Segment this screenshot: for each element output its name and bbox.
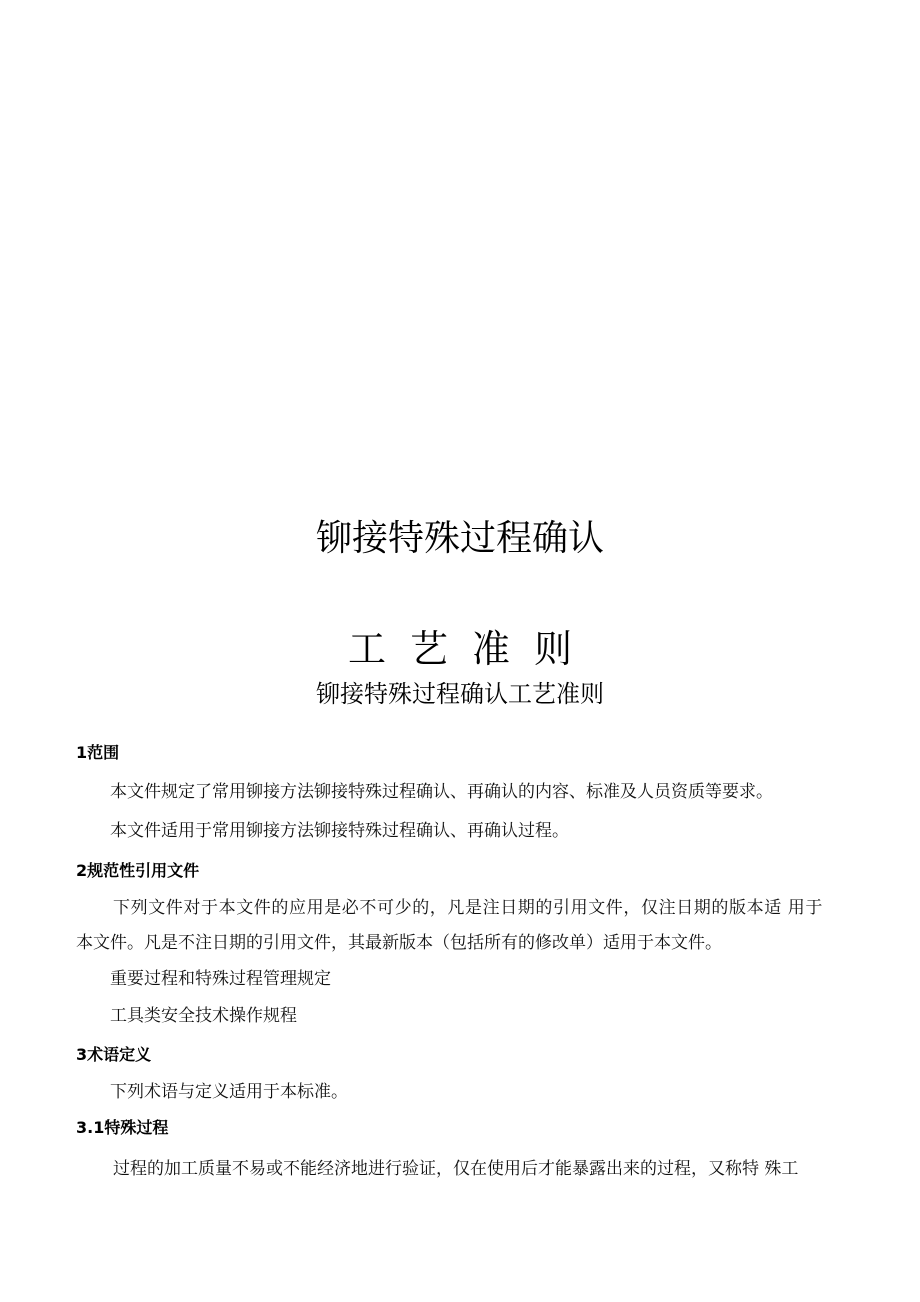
section-heading-special-process: 3.1特殊过程: [76, 1118, 169, 1137]
paragraph-terms-1: 下列术语与定义适用于本标准。: [110, 1082, 348, 1102]
reference-item-2: 工具类安全技术操作规程: [110, 1006, 297, 1026]
section-heading-normative-references: 2规范性引用文件: [76, 861, 200, 880]
paragraph-references-1: 下列文件对于本文件的应用是必不可少的，凡是注日期的引用文件，仅注日期的版本适 用于: [113, 898, 824, 918]
section-heading-scope: 1范围: [76, 743, 120, 762]
document-full-title: 铆接特殊过程确认工艺准则: [316, 680, 604, 708]
paragraph-scope-1: 本文件规定了常用铆接方法铆接特殊过程确认、再确认的内容、标准及人员资质等要求。: [110, 782, 773, 802]
paragraph-scope-2: 本文件适用于常用铆接方法铆接特殊过程确认、再确认过程。: [110, 821, 569, 841]
section-heading-terms: 3术语定义: [76, 1045, 152, 1064]
reference-item-1: 重要过程和特殊过程管理规定: [110, 969, 331, 989]
cover-title: 铆接特殊过程确认: [315, 518, 604, 559]
paragraph-references-2: 本文件。凡是不注日期的引用文件，其最新版本（包括所有的修改单）适用于本文件。: [76, 933, 722, 953]
paragraph-special-process-1: 过程的加工质量不易或不能经济地进行验证，仅在使用后才能暴露出来的过程，又称特 殊工: [113, 1159, 799, 1179]
document-type-title: 工艺准则: [347, 627, 596, 671]
